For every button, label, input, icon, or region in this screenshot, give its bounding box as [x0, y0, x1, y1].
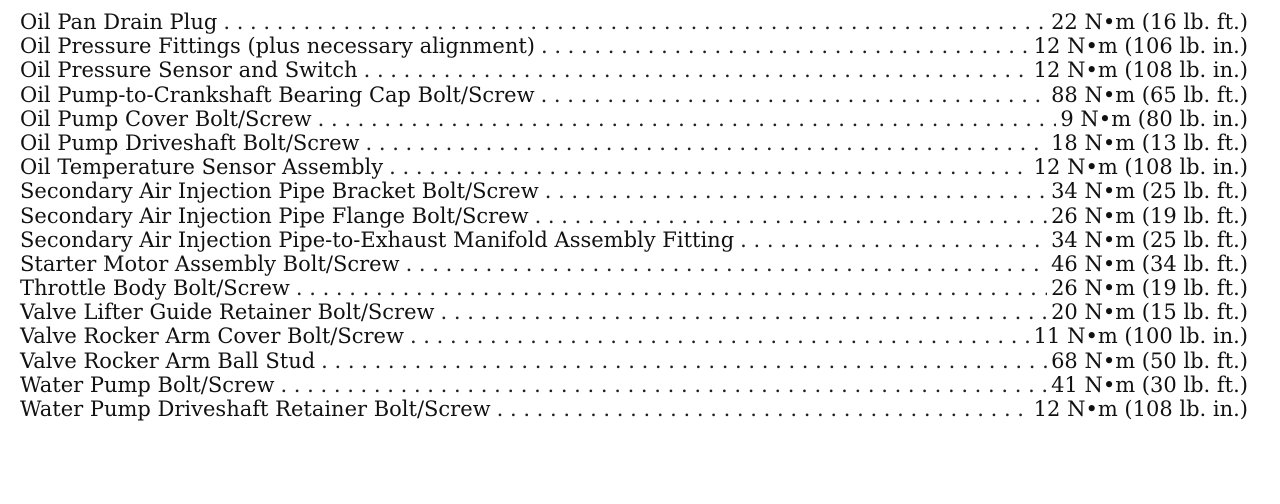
spec-name: Oil Pan Drain Plug — [20, 10, 218, 34]
dot-leader — [441, 300, 1048, 324]
dot-leader — [296, 276, 1047, 300]
spec-value: 34 N•m (25 lb. ft.) — [1051, 227, 1248, 252]
spec-row — [20, 107, 1248, 131]
spec-value: 41 N•m (30 lb. ft.) — [1051, 372, 1248, 397]
spec-name: Oil Pump Driveshaft Bolt/Screw — [20, 130, 360, 155]
spec-row — [20, 373, 1248, 397]
dot-leader — [410, 324, 1030, 348]
spec-value: 12 N•m (106 lb. in.) — [1033, 34, 1248, 59]
dot-leader — [541, 34, 1030, 58]
spec-value: 18 N•m (13 lb. ft.) — [1051, 130, 1248, 155]
spec-name: Valve Rocker Arm Cover Bolt/Screw — [20, 324, 404, 349]
spec-value: 26 N•m (19 lb. ft.) — [1051, 203, 1248, 228]
spec-value: 20 N•m (15 lb. ft.) — [1051, 300, 1248, 325]
spec-row — [20, 179, 1248, 203]
spec-value: 46 N•m (34 lb. ft.) — [1051, 251, 1248, 276]
spec-row — [20, 252, 1248, 276]
spec-row — [20, 349, 1248, 373]
spec-name: Starter Motor Assembly Bolt/Screw — [20, 251, 400, 276]
dot-leader — [406, 252, 1048, 276]
dot-leader — [366, 131, 1048, 155]
spec-value: 12 N•m (108 lb. in.) — [1033, 397, 1248, 421]
spec-row — [20, 10, 1248, 34]
spec-name: Water Pump Driveshaft Retainer Bolt/Screw — [20, 397, 491, 421]
spec-name: Oil Temperature Sensor Assembly — [20, 155, 384, 180]
spec-name: Oil Pump Cover Bolt/Screw — [20, 106, 312, 131]
spec-name: Secondary Air Injection Pipe Flange Bolt/Screw — [20, 203, 529, 228]
spec-name: Oil Pressure Sensor and Switch — [20, 58, 358, 83]
dot-leader — [541, 83, 1047, 107]
dot-leader — [535, 204, 1047, 228]
spec-row — [20, 131, 1248, 155]
spec-name: Valve Lifter Guide Retainer Bolt/Screw — [20, 300, 435, 325]
spec-value: 88 N•m (65 lb. ft.) — [1051, 82, 1248, 107]
spec-row — [20, 276, 1248, 300]
spec-row — [20, 397, 1248, 421]
spec-row — [20, 228, 1248, 252]
dot-leader — [280, 373, 1047, 397]
spec-name: Throttle Body Bolt/Screw — [20, 276, 290, 301]
spec-name: Secondary Air Injection Pipe Bracket Bolt/Screw — [20, 179, 539, 204]
spec-value: 68 N•m (50 lb. ft.) — [1051, 348, 1248, 373]
spec-value: 11 N•m (100 lb. in.) — [1033, 324, 1248, 349]
spec-value: 22 N•m (16 lb. ft.) — [1051, 10, 1248, 34]
spec-name: Secondary Air Injection Pipe-to-Exhaust Manifold Assembly Fitting — [20, 227, 735, 252]
spec-row — [20, 204, 1248, 228]
spec-row — [20, 300, 1248, 324]
torque-specification-list — [20, 10, 1248, 421]
spec-value: 12 N•m (108 lb. in.) — [1033, 155, 1248, 180]
spec-name: Oil Pressure Fittings (plus necessary alignment) — [20, 34, 535, 59]
spec-name: Water Pump Bolt/Screw — [20, 372, 275, 397]
spec-value: 12 N•m (108 lb. in.) — [1033, 58, 1248, 83]
dot-leader — [389, 155, 1030, 179]
spec-row — [20, 83, 1248, 107]
spec-value: 34 N•m (25 lb. ft.) — [1051, 179, 1248, 204]
spec-name: Valve Rocker Arm Ball Stud — [20, 348, 316, 373]
spec-value: 26 N•m (19 lb. ft.) — [1051, 276, 1248, 301]
spec-row — [20, 324, 1248, 348]
dot-leader — [364, 58, 1030, 82]
dot-leader — [321, 349, 1047, 373]
dot-leader — [740, 228, 1047, 252]
spec-name: Oil Pump-to-Crankshaft Bearing Cap Bolt/Screw — [20, 82, 535, 107]
spec-value: 9 N•m (80 lb. in.) — [1060, 106, 1248, 131]
spec-row — [20, 58, 1248, 82]
dot-leader — [497, 397, 1030, 421]
spec-row — [20, 34, 1248, 58]
spec-row — [20, 155, 1248, 179]
dot-leader — [545, 179, 1047, 203]
dot-leader — [223, 10, 1047, 34]
dot-leader — [318, 107, 1057, 131]
